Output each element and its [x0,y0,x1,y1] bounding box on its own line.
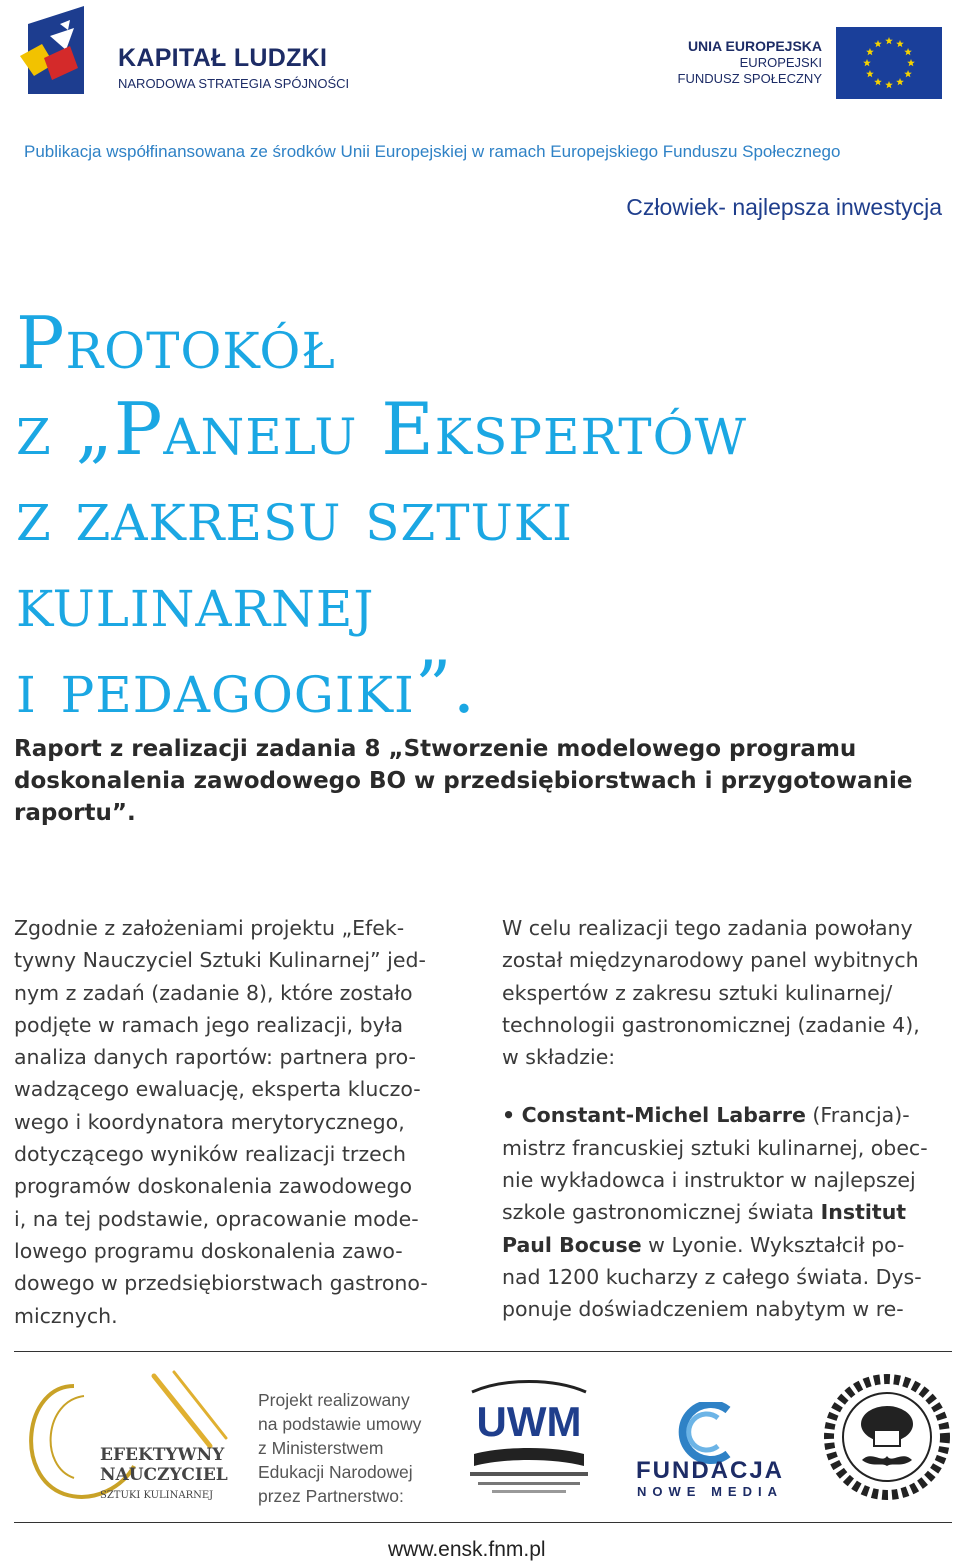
title-line: kulinarnej [16,559,375,643]
body-line: W celu realizacji tego zadania powołany [502,916,913,940]
body-line: technologii gastronomicznej (zadanie 4), [502,1012,920,1037]
website-url: www.ensk.fnm.pl [388,1538,546,1561]
body-line: tywny Nauczyciel Sztuki Kulinarnej” jed- [14,948,426,973]
body-line: mistrz francuskiej sztuki kulinarnej, obec- [502,1135,928,1160]
body-line: wadzącego ewaluację, eksperta kluczo- [14,1077,421,1102]
body-line: ponuje doświadczeniem nabytym w re- [502,1297,904,1322]
body-line: ekspertów z zakresu sztuki kulinarnej/ [502,980,893,1005]
body-line: podjęte w ramach jego realizacji, była [14,1012,404,1037]
expert-name: Constant-Michel Labarre [521,1103,806,1128]
uwm-text: UWM [476,1398,582,1445]
body-line [502,1229,952,1261]
left-column [14,912,454,1332]
kapital-ludzki-logo [20,6,92,94]
expert-text: szkole gastronomicznej świata [502,1200,821,1225]
funding-note: Publikacja współfinansowana ze środków Unii Europejskiej w ramach Europejskiego Funduszu Społecznego [24,142,841,161]
title-line: Protokół [16,301,336,385]
en-logo-line-3: SZTUKI KULINARNEJ [100,1490,214,1501]
footer-bottom-rule [14,1522,952,1523]
chef-academy-logo [822,1368,952,1506]
title-line: z „Panelu Ekspertów [16,387,748,471]
eu-text-block [678,38,822,87]
project-line: Projekt realizowany [258,1390,410,1410]
project-line: z Ministerstwem [258,1438,384,1458]
fnm-line-1: FUNDACJA [636,1457,784,1484]
body-line: nie wykładowca i instruktor w najlepszej [502,1168,916,1193]
body-line: został międzynarodowy panel wybitnych [502,948,919,973]
project-line: na podstawie umowy [258,1414,422,1434]
project-line: przez Partnerstwo: [258,1486,404,1506]
body-line: analiza danych raportów: partnera pro- [14,1045,416,1070]
efektywny-nauczyciel-logo [14,1366,236,1504]
body-line: micznych. [14,1303,118,1328]
title-line: z zakresu sztuki [16,473,573,557]
body-line [502,1196,952,1228]
body-line: nad 1200 kucharzy z całego świata. Dys- [502,1264,922,1289]
body-line: lowego programu doskonalenia zawo- [14,1238,403,1263]
document-subtitle: Raport z realizacji zadania 8 „Stworzenie modelowego programu doskonalenia zawodowego BO w przedsiębiorstwach i przygotowanie raportu”. [14,736,913,826]
institute-name: Paul Bocuse [502,1232,642,1257]
fundacja-nowe-media-logo [610,1402,810,1502]
body-line: dotyczącego wyników realizacji trzech [14,1142,406,1167]
project-info [258,1388,421,1508]
expert-country: (Francja)- [805,1103,910,1128]
expert-text: w Lyonie. Wykształcił po- [641,1232,905,1257]
footer-top-rule [14,1351,952,1352]
eu-line-3: FUNDUSZ SPOŁECZNY [677,71,822,86]
body-line: wego i koordynatora merytorycznego, [14,1109,405,1134]
en-logo-line-2: NAUCZYCIEL [100,1465,228,1485]
uwm-university-logo [464,1374,594,1506]
body-line: dowego w przedsiębiorstwach gastrono- [14,1271,428,1296]
body-line: Zgodnie z założeniami projektu „Efek- [14,916,405,940]
bullet-icon: • [502,1103,516,1128]
body-line: programów doskonalenia zawodowego [14,1174,412,1199]
title-line: i pedagogiki”. [16,645,477,729]
document-title [16,300,946,730]
eu-line-1: UNIA EUROPEJSKA [687,38,822,54]
expert-line [502,1099,952,1131]
eu-flag-icon [836,27,942,99]
kapital-ludzki-title: KAPITAŁ LUDZKI [118,44,328,72]
slogan: Człowiek- najlepsza inwestycja [626,194,942,220]
body-line: nym z zadań (zadanie 8), które zostało [14,980,413,1005]
body-line: w składzie: [502,1045,616,1070]
fnm-line-2: NOWE MEDIA [637,1484,783,1499]
en-logo-line-1: EFEKTYWNY [100,1445,225,1465]
body-line: i, na tej podstawie, opracowanie mode- [14,1206,419,1231]
institute-name: Institut [820,1200,907,1225]
project-line: Edukacji Narodowej [258,1462,413,1482]
kapital-ludzki-subtitle: NARODOWA STRATEGIA SPÓJNOŚCI [118,76,350,91]
right-column [502,912,952,1326]
eu-line-2: EUROPEJSKI [739,55,822,70]
